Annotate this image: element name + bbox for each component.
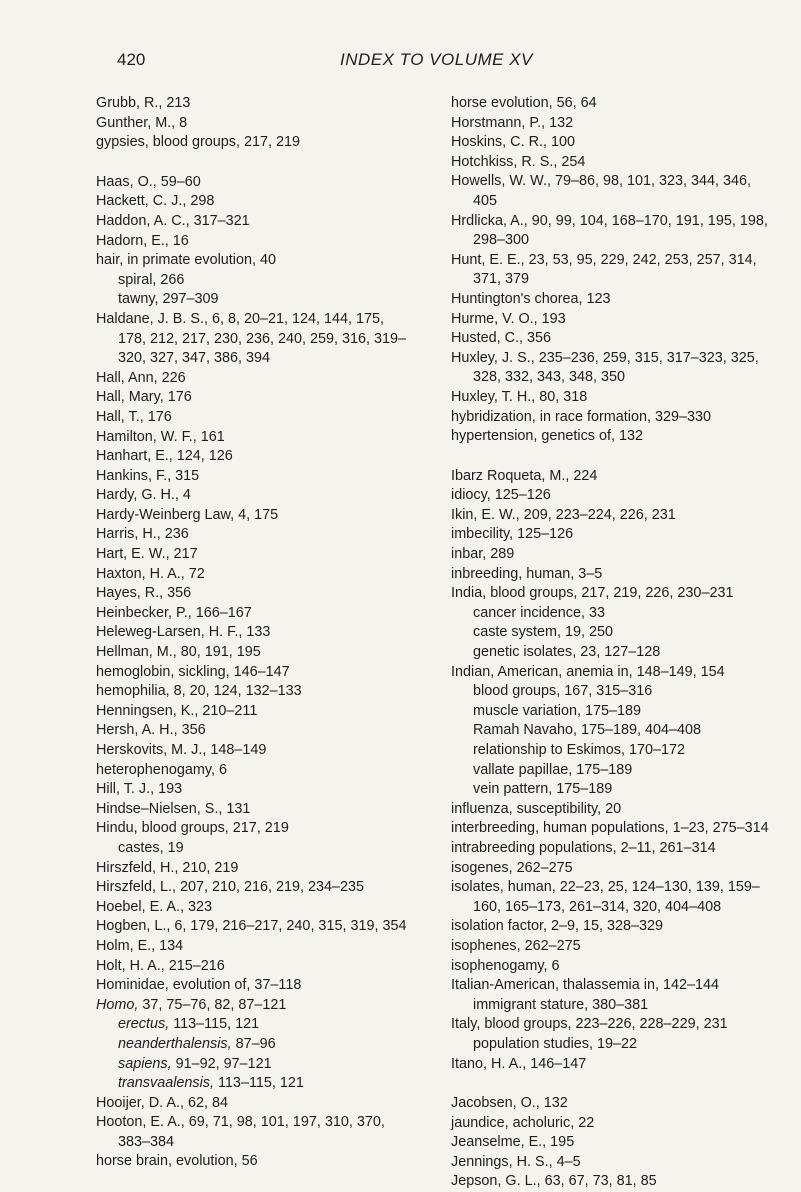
index-entry: Heinbecker, P., 166–167 bbox=[96, 604, 252, 621]
index-entry: Hamilton, W. F., 161 bbox=[96, 428, 225, 445]
index-entry: Hill, T. J., 193 bbox=[96, 781, 183, 798]
index-entry: Jepson, G. L., 63, 67, 73, 81, 85 bbox=[451, 1173, 657, 1190]
index-entry: Hart, E. W., 217 bbox=[96, 546, 198, 563]
index-entry: Hardy, G. H., 4 bbox=[96, 487, 191, 504]
index-subentry: Ramah Navaho, 175–189, 404–408 bbox=[473, 722, 702, 739]
index-entry-pages: 113–115, 121 bbox=[214, 1075, 304, 1092]
index-entry: Hoebel, E. A., 323 bbox=[96, 898, 213, 915]
index-subentry: tawny, 297–309 bbox=[118, 291, 219, 308]
index-entry: Italian-American, thalassemia in, 142–144 bbox=[451, 977, 719, 994]
index-entry: hemophilia, 8, 20, 124, 132–133 bbox=[96, 683, 302, 700]
index-entry: Henningsen, K., 210–211 bbox=[96, 702, 258, 719]
index-subentry: relationship to Eskimos, 170–172 bbox=[473, 742, 685, 758]
index-entry: interbreeding, human populations, 1–23, 275–314 bbox=[451, 820, 769, 837]
index-subentry: cancer incidence, 33 bbox=[473, 604, 605, 621]
index-entry: gypsies, blood groups, 217, 219 bbox=[96, 134, 301, 151]
index-entry: Howells, W. W., 79–86, 98, 101, 323, 344, 346, 405 bbox=[451, 173, 751, 209]
index-subentry: castes, 19 bbox=[118, 839, 184, 856]
index-entry: jaundice, acholuric, 22 bbox=[451, 1114, 595, 1131]
index-entry-pages: 91–92, 97–121 bbox=[171, 1055, 272, 1072]
index-entry: Hardy-Weinberg Law, 4, 175 bbox=[96, 506, 279, 523]
index-entry: Hankins, F., 315 bbox=[96, 467, 200, 484]
index-entry: Hooton, E. A., 69, 71, 98, 101, 197, 310, 370, 383–384 bbox=[96, 1114, 385, 1150]
index-entry: Huxley, J. S., 235–236, 259, 315, 317–323, 325, 328, 332, 343, 348, 350 bbox=[451, 349, 759, 386]
index-entry: heterophenogamy, 6 bbox=[96, 761, 227, 778]
index-entry: hemoglobin, sickling, 146–147 bbox=[96, 663, 290, 680]
index-entry: Hanhart, E., 124, 126 bbox=[96, 448, 233, 465]
index-entry bbox=[96, 996, 414, 1016]
index-entry: inbreeding, human, 3–5 bbox=[451, 565, 603, 582]
index-entry: Huntington's chorea, 123 bbox=[451, 290, 611, 307]
index-entry: isolation factor, 2–9, 15, 328–329 bbox=[451, 918, 664, 935]
index-entry: Huxley, T. H., 80, 318 bbox=[451, 388, 588, 405]
index-entry: Gunther, M., 8 bbox=[96, 114, 188, 131]
index-entry: Jennings, H. S., 4–5 bbox=[451, 1153, 581, 1170]
index-entry: Hindu, blood groups, 217, 219 bbox=[96, 820, 289, 837]
index-entry: Jeanselme, E., 195 bbox=[451, 1134, 575, 1151]
index-entry: Grubb, R., 213 bbox=[96, 95, 191, 111]
index-subentry: vallate papillae, 175–189 bbox=[473, 761, 633, 778]
index-entry: Haas, O., 59–60 bbox=[96, 173, 201, 190]
index-entry-italic-term: neanderthalensis, bbox=[118, 1035, 232, 1052]
index-entry-italic-term: sapiens, bbox=[118, 1055, 172, 1072]
index-entry: Hersh, A. H., 356 bbox=[96, 722, 206, 739]
index-entry: Holm, E., 134 bbox=[96, 937, 184, 954]
index-entry: isolates, human, 22–23, 25, 124–130, 139, 159–160, 165–173, 261–314, 320, 404–408 bbox=[451, 879, 760, 915]
page-number: 420 bbox=[117, 50, 146, 69]
index-entry-pages: 87–96 bbox=[231, 1035, 276, 1052]
index-entry: Heleweg-Larsen, H. F., 133 bbox=[96, 624, 271, 641]
index-entry: Hotchkiss, R. S., 254 bbox=[451, 153, 586, 170]
letter-section-gap bbox=[451, 447, 773, 467]
running-head: INDEX TO VOLUME XV bbox=[340, 50, 533, 69]
index-subentry: immigrant stature, 380–381 bbox=[473, 996, 649, 1013]
letter-section-gap bbox=[451, 1074, 773, 1094]
index-entry: Indian, American, anemia in, 148–149, 154 bbox=[451, 663, 725, 680]
index-entry: imbecility, 125–126 bbox=[451, 526, 574, 543]
index-entry: Hall, Mary, 176 bbox=[96, 389, 192, 406]
index-subentry: caste system, 19, 250 bbox=[473, 624, 613, 641]
index-entry: horse brain, evolution, 56 bbox=[96, 1153, 258, 1170]
index-entry-italic-term: transvaalensis, bbox=[118, 1075, 214, 1092]
index-entry: Hunt, E. E., 23, 53, 95, 229, 242, 253, 257, 314, 371, 379 bbox=[451, 251, 757, 288]
index-entry: Hirszfeld, H., 210, 219 bbox=[96, 859, 239, 876]
index-entry: Hogben, L., 6, 179, 216–217, 240, 315, 319, 354 bbox=[96, 918, 407, 935]
index-entry: Jacobsen, O., 132 bbox=[451, 1095, 568, 1112]
index-entry: Hrdlicka, A., 90, 99, 104, 168–170, 191, 195, 198, 298–300 bbox=[451, 212, 768, 249]
index-entry: Ikin, E. W., 209, 223–224, 226, 231 bbox=[451, 506, 676, 523]
index-entry: isophenes, 262–275 bbox=[451, 937, 581, 954]
index-entry: inbar, 289 bbox=[451, 546, 515, 563]
index-entry: Hirszfeld, L., 207, 210, 216, 219, 234–235 bbox=[96, 879, 365, 896]
index-entry-pages: 113–115, 121 bbox=[169, 1016, 260, 1033]
index-entry: hypertension, genetics of, 132 bbox=[451, 428, 644, 445]
index-entry: hair, in primate evolution, 40 bbox=[96, 252, 276, 269]
index-entry: Hurme, V. O., 193 bbox=[451, 310, 566, 327]
index-entry: Hominidae, evolution of, 37–118 bbox=[96, 977, 302, 994]
index-entry: Hall, Ann, 226 bbox=[96, 369, 186, 386]
index-entry: influenza, susceptibility, 20 bbox=[451, 800, 622, 817]
index-entry: Hayes, R., 356 bbox=[96, 585, 192, 602]
index-subentry: genetic isolates, 23, 127–128 bbox=[473, 644, 661, 661]
index-column-left bbox=[96, 94, 414, 1172]
index-entry: Haldane, J. B. S., 6, 8, 20–21, 124, 144, 175, 178, 212, 217, 230, 236, 240, 259, 316, 319–320, 327, 347, 386, 394 bbox=[96, 310, 407, 367]
index-subentry: vein pattern, 175–189 bbox=[473, 781, 613, 798]
index-entry-italic-term: Homo, bbox=[96, 996, 139, 1013]
index-subentry: blood groups, 167, 315–316 bbox=[473, 683, 653, 700]
index-subentry: population studies, 19–22 bbox=[473, 1035, 638, 1052]
index-entry: horse evolution, 56, 64 bbox=[451, 95, 597, 111]
index-entry: idiocy, 125–126 bbox=[451, 487, 551, 504]
index-subentry bbox=[96, 1074, 414, 1094]
index-entry: Hindse–Nielsen, S., 131 bbox=[96, 800, 251, 817]
index-entry: Ibarz Roqueta, M., 224 bbox=[451, 467, 598, 484]
index-entry-italic-term: erectus, bbox=[118, 1016, 170, 1033]
index-entry: Herskovits, M. J., 148–149 bbox=[96, 742, 267, 758]
index-entry: Husted, C., 356 bbox=[451, 330, 551, 347]
index-entry: isophenogamy, 6 bbox=[451, 957, 560, 974]
index-entry: isogenes, 262–275 bbox=[451, 859, 573, 876]
index-entry: intrabreeding populations, 2–11, 261–314 bbox=[451, 839, 716, 856]
index-entry: Hoskins, C. R., 100 bbox=[451, 134, 575, 151]
index-entry: Haxton, H. A., 72 bbox=[96, 565, 205, 582]
index-entry: Harris, H., 236 bbox=[96, 526, 189, 543]
index-entry: Horstmann, P., 132 bbox=[451, 114, 574, 131]
index-entry: Haddon, A. C., 317–321 bbox=[96, 212, 250, 229]
index-subentry bbox=[96, 1055, 414, 1075]
index-entry: Hooijer, D. A., 62, 84 bbox=[96, 1094, 228, 1111]
index-subentry bbox=[96, 1015, 414, 1035]
index-entry: Hall, T., 176 bbox=[96, 408, 172, 425]
index-entry: Hackett, C. J., 298 bbox=[96, 193, 215, 210]
index-entry: Italy, blood groups, 223–226, 228–229, 231 bbox=[451, 1016, 728, 1033]
index-subentry: spiral, 266 bbox=[118, 271, 185, 288]
index-entry: Hellman, M., 80, 191, 195 bbox=[96, 644, 261, 661]
index-entry: hybridization, in race formation, 329–330 bbox=[451, 408, 711, 425]
index-entry: Hadorn, E., 16 bbox=[96, 232, 189, 249]
index-entry: India, blood groups, 217, 219, 226, 230–231 bbox=[451, 585, 734, 602]
index-entry: Itano, H. A., 146–147 bbox=[451, 1055, 587, 1072]
index-subentry: muscle variation, 175–189 bbox=[473, 702, 641, 719]
index-subentry bbox=[96, 1035, 414, 1055]
letter-section-gap bbox=[96, 153, 414, 173]
index-entry: Holt, H. A., 215–216 bbox=[96, 957, 225, 974]
index-entry-pages: 37, 75–76, 82, 87–121 bbox=[138, 996, 287, 1013]
index-column-right bbox=[451, 94, 773, 1192]
